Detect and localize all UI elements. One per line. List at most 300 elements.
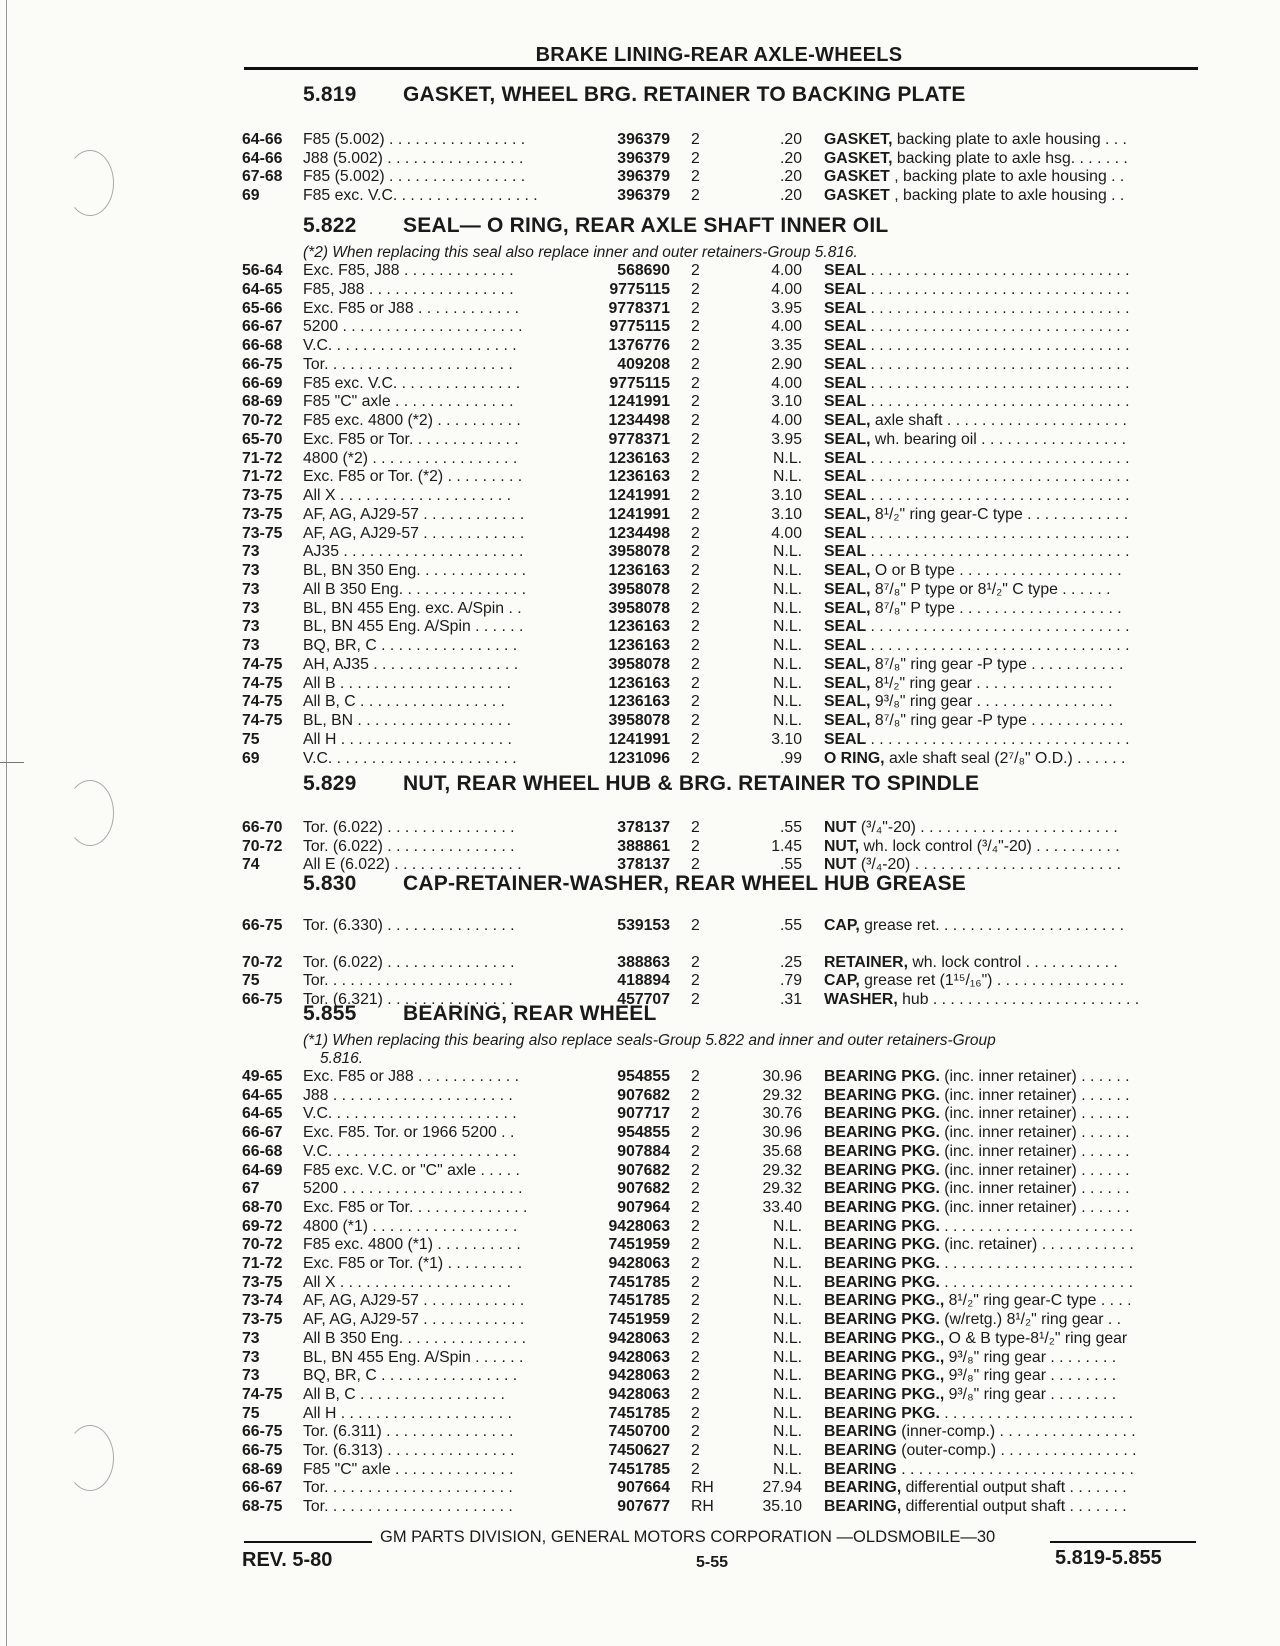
parts-row	[0, 487, 1280, 506]
description	[824, 356, 1188, 374]
description	[824, 1442, 1188, 1460]
parts-row	[0, 1479, 1280, 1498]
description-part-name: SEAL	[824, 524, 867, 542]
description	[824, 168, 1188, 186]
quantity: 2	[691, 524, 700, 542]
price: N.L.	[773, 468, 802, 486]
section-number: 5.819	[303, 83, 357, 106]
description-part-name: BEARING PKG.	[824, 1404, 940, 1422]
section-note: (*1) When replacing this bearing also replace seals-Group 5.822 and inner and outer retainers-Group	[303, 1032, 996, 1049]
parts-row	[0, 431, 1280, 450]
model-years: 73-75	[242, 524, 283, 542]
description-detail: 8⁷/₈" ring gear -P type . . . . . . . . . . .	[870, 712, 1124, 729]
quantity: 2	[691, 1442, 700, 1459]
price: 27.94	[762, 1479, 802, 1497]
part-number: 9778371	[608, 430, 670, 448]
footer-revision: REV. 5-80	[242, 1549, 333, 1571]
price: 2.90	[771, 355, 802, 373]
model-years: 75	[242, 1404, 260, 1422]
part-number: 388863	[617, 953, 670, 971]
price: N.L.	[773, 693, 802, 711]
description-detail: . . . . . . . . . . . . . . . . . . . . . . . . . . . . . .	[866, 280, 1130, 298]
quantity: 2	[691, 1105, 700, 1123]
description	[824, 675, 1188, 693]
part-number: 907682	[617, 1180, 670, 1198]
description	[824, 506, 1188, 524]
description-detail: (outer-comp.) . . . . . . . . . . . . . . . .	[896, 1442, 1137, 1459]
description-part-name: BEARING	[824, 1442, 897, 1459]
price: 4.00	[771, 412, 802, 429]
description	[824, 972, 1188, 990]
parts-row	[0, 1386, 1280, 1405]
description	[824, 1349, 1188, 1367]
description-part-name: BEARING,	[824, 1479, 902, 1497]
price: N.L.	[773, 1367, 802, 1385]
application: BQ, BR, C . . . . . . . . . . . . . . . .	[303, 637, 518, 654]
description	[824, 656, 1188, 674]
application: AH, AJ35 . . . . . . . . . . . . . . . . .	[303, 655, 519, 673]
description-part-name: SEAL,	[824, 674, 871, 692]
part-number: 1236163	[608, 637, 670, 654]
model-years: 73	[242, 580, 260, 598]
section-heading	[303, 872, 966, 896]
price: 3.10	[771, 505, 802, 523]
application: BL, BN 350 Eng. . . . . . . . . . . . .	[303, 562, 527, 579]
part-number: 1231096	[608, 749, 670, 767]
parts-row	[0, 393, 1280, 412]
price: 4.00	[771, 318, 802, 336]
description-detail: . . . . . . . . . . . . . . . . . . . . . . . . . . . . . .	[866, 730, 1130, 748]
quantity: 2	[691, 637, 700, 654]
description	[824, 487, 1188, 505]
description-detail: (inc. inner retainer) . . . . . .	[939, 1124, 1130, 1142]
application: Exc. F85 or Tor. (*2) . . . . . . . . .	[303, 468, 523, 486]
description	[824, 412, 1188, 430]
description-detail: , backing plate to axle housing . .	[889, 168, 1125, 186]
model-years: 69-72	[242, 1217, 283, 1235]
application: Tor. (6.330) . . . . . . . . . . . . . . .	[303, 917, 515, 934]
application: BL, BN 455 Eng. A/Spin . . . . . .	[303, 618, 524, 636]
application: BL, BN . . . . . . . . . . . . . . . . . .	[303, 712, 512, 729]
part-number: 1234498	[608, 524, 670, 542]
price: N.L.	[773, 1442, 802, 1459]
description-detail: (w/retg.) 8¹/₂" ring gear . .	[939, 1311, 1122, 1329]
parts-row	[0, 356, 1280, 375]
description-part-name: BEARING PKG.,	[824, 1367, 945, 1385]
parts-row	[0, 1218, 1280, 1237]
quantity: 2	[691, 1329, 700, 1347]
model-years: 73	[242, 1329, 260, 1347]
part-number: 7450700	[608, 1423, 670, 1441]
price: 30.76	[762, 1105, 802, 1123]
description	[824, 281, 1188, 299]
price: N.L.	[773, 1385, 802, 1403]
application: F85 (5.002) . . . . . . . . . . . . . . . .	[303, 168, 526, 186]
model-years: 74-75	[242, 693, 283, 711]
parts-row	[0, 1143, 1280, 1162]
model-years: 69	[242, 187, 260, 205]
price: .31	[780, 991, 802, 1009]
description-part-name: GASKET,	[824, 149, 893, 167]
parts-row	[0, 1105, 1280, 1124]
model-years: 68-69	[242, 1460, 283, 1478]
quantity: 2	[691, 580, 700, 598]
parts-row	[0, 1292, 1280, 1311]
description	[824, 917, 1188, 935]
description-part-name: CAP,	[824, 917, 860, 934]
quantity: 2	[691, 262, 700, 279]
description-part-name: RETAINER,	[824, 953, 908, 971]
price: .79	[780, 972, 802, 990]
quantity: 2	[691, 917, 700, 934]
description	[824, 1124, 1188, 1142]
price: 30.96	[762, 1068, 802, 1085]
description-part-name: SEAL	[824, 262, 867, 279]
quantity: 2	[691, 1367, 700, 1385]
parts-row	[0, 1461, 1280, 1480]
parts-row	[0, 1068, 1280, 1087]
description-detail: wh. bearing oil . . . . . . . . . . . . . . . . .	[870, 430, 1127, 448]
parts-row	[0, 1236, 1280, 1255]
model-years: 73	[242, 599, 260, 617]
section-note-continued: 5.816.	[320, 1050, 364, 1067]
price: 35.68	[762, 1142, 802, 1160]
parts-row	[0, 1255, 1280, 1274]
application: F85, J88 . . . . . . . . . . . . . . . . .	[303, 280, 514, 298]
section-note: (*2) When replacing this seal also replace inner and outer retainers-Group 5.816.	[303, 244, 858, 261]
application: Tor. (6.022) . . . . . . . . . . . . . . .	[303, 837, 515, 855]
price: 4.00	[771, 524, 802, 542]
model-years: 64-65	[242, 280, 283, 298]
description-detail: , backing plate to axle housing . .	[889, 187, 1125, 205]
description-detail: . . . . . . . . . . . . . . . . . . . . . . . . . . . . . .	[866, 487, 1130, 504]
model-years: 66-70	[242, 819, 283, 836]
application: F85 "C" axle . . . . . . . . . . . . . .	[303, 1460, 514, 1478]
quantity: 2	[691, 131, 700, 148]
description-part-name: BEARING PKG.	[824, 1273, 940, 1291]
description-part-name: BEARING PKG.,	[824, 1385, 945, 1403]
description-detail: (inc. inner retainer) . . . . . .	[939, 1142, 1130, 1160]
part-number: 396379	[617, 187, 670, 205]
part-number: 418894	[617, 972, 670, 990]
quantity: 2	[691, 1385, 700, 1403]
description-detail: 8⁷/₈" P type . . . . . . . . . . . . . . . . . . .	[870, 599, 1122, 617]
section-heading	[303, 772, 979, 796]
part-number: 9428063	[608, 1385, 670, 1403]
part-number: 9428063	[608, 1255, 670, 1272]
description-part-name: SEAL	[824, 280, 867, 298]
footer-rule-left	[244, 1541, 372, 1543]
description-detail: (inc. inner retainer) . . . . . .	[939, 1198, 1130, 1216]
parts-row	[0, 1498, 1280, 1517]
part-number: 7451959	[608, 1236, 670, 1254]
quantity: 2	[691, 730, 700, 748]
description	[824, 1087, 1188, 1105]
part-number: 907664	[617, 1479, 670, 1497]
description-part-name: SEAL,	[824, 580, 871, 598]
description-part-name: CAP,	[824, 972, 860, 990]
part-number: 3958078	[608, 655, 670, 673]
description-part-name: SEAL,	[824, 412, 871, 429]
model-years: 66-67	[242, 318, 283, 336]
part-number: 396379	[617, 149, 670, 167]
section-title: NUT, REAR WHEEL HUB & BRG. RETAINER TO SPINDLE	[403, 772, 980, 795]
description-detail: grease ret (1¹⁵/₁₆") . . . . . . . . . . . . . . .	[859, 972, 1125, 990]
section-title: CAP-RETAINER-WASHER, REAR WHEEL HUB GREASE	[403, 872, 966, 895]
price: N.L.	[773, 712, 802, 729]
price: 3.95	[771, 299, 802, 317]
description	[824, 543, 1188, 561]
description-detail: axle shaft seal (2⁷/₈" O.D.) . . . . . .	[884, 749, 1126, 767]
description-detail: 8⁷/₈" ring gear -P type . . . . . . . . . . .	[870, 655, 1124, 673]
description-detail: . . . . . . . . . . . . . . . . . . . . . . . . . . . . . .	[866, 318, 1130, 336]
part-number: 7451785	[608, 1273, 670, 1291]
description-detail: . . . . . . . . . . . . . . . . . . . . . . . . . . . . . .	[866, 262, 1130, 279]
application: AF, AG, AJ29-57 . . . . . . . . . . . .	[303, 505, 525, 523]
model-years: 70-72	[242, 953, 283, 971]
application: Tor. (6.311) . . . . . . . . . . . . . . .	[303, 1423, 514, 1441]
quantity: 2	[691, 1255, 700, 1272]
description-detail: (inc. retainer) . . . . . . . . . . .	[939, 1236, 1134, 1254]
application: All H . . . . . . . . . . . . . . . . . . . .	[303, 730, 512, 748]
application: Tor. . . . . . . . . . . . . . . . . . . . . .	[303, 972, 513, 990]
price: 29.32	[762, 1086, 802, 1104]
model-years: 66-68	[242, 1142, 283, 1160]
model-years: 73	[242, 637, 260, 654]
application: All H . . . . . . . . . . . . . . . . . . . .	[303, 1404, 512, 1422]
parts-row	[0, 1330, 1280, 1349]
model-years: 75	[242, 730, 260, 748]
description-part-name: SEAL	[824, 393, 867, 411]
description-detail: . . . . . . . . . . . . . . . . . . . . . .	[939, 1273, 1133, 1291]
description	[824, 431, 1188, 449]
price: N.L.	[773, 1404, 802, 1422]
description-part-name: BEARING PKG.	[824, 1161, 940, 1179]
parts-row	[0, 450, 1280, 469]
application: J88 . . . . . . . . . . . . . . . . . . . . .	[303, 1086, 513, 1104]
description	[824, 581, 1188, 599]
description-part-name: SEAL	[824, 374, 867, 392]
description-part-name: BEARING,	[824, 1498, 902, 1516]
application: All B, C . . . . . . . . . . . . . . . . .	[303, 693, 505, 711]
price: N.L.	[773, 1217, 802, 1235]
parts-row	[0, 1087, 1280, 1106]
description	[824, 337, 1188, 355]
quantity: 2	[691, 318, 700, 336]
description	[824, 1330, 1188, 1348]
price: N.L.	[773, 580, 802, 598]
application: All X . . . . . . . . . . . . . . . . . . . .	[303, 1273, 512, 1291]
model-years: 64-69	[242, 1161, 283, 1179]
description-detail: 8¹/₂" ring gear-C type . . . .	[944, 1292, 1132, 1310]
part-number: 9428063	[608, 1367, 670, 1385]
description	[824, 954, 1188, 972]
price: N.L.	[773, 543, 802, 561]
quantity: 2	[691, 1404, 700, 1422]
description-part-name: SEAL,	[824, 562, 871, 579]
price: 4.00	[771, 262, 802, 279]
quantity: 2	[691, 337, 700, 354]
quantity: 2	[691, 693, 700, 711]
parts-row	[0, 600, 1280, 619]
model-years: 69	[242, 749, 260, 767]
section-heading	[303, 1002, 656, 1026]
model-years: 73	[242, 543, 260, 561]
parts-row	[0, 972, 1280, 991]
description-detail: . . . . . . . . . . . . . . . . . . . . . .	[939, 1217, 1133, 1235]
parts-row	[0, 300, 1280, 319]
parts-row	[0, 1349, 1280, 1368]
description-detail: . . . . . . . . . . . . . . . . . . . . . . . . . . . . . .	[866, 637, 1130, 654]
part-number: 1236163	[608, 618, 670, 636]
description-detail: 9³/₈" ring gear . . . . . . . .	[944, 1367, 1117, 1385]
price: .55	[780, 819, 802, 836]
description-part-name: O RING,	[824, 749, 885, 767]
application: F85 exc. V.C. or "C" axle . . . . .	[303, 1161, 520, 1179]
description-part-name: SEAL	[824, 487, 867, 504]
application: Tor. (6.313) . . . . . . . . . . . . . . .	[303, 1442, 515, 1459]
description-detail: 8⁷/₈" P type or 8¹/₂" C type . . . . . .	[870, 580, 1111, 598]
description-detail: wh. lock control . . . . . . . . . . .	[907, 953, 1118, 971]
model-years: 65-66	[242, 299, 283, 317]
description-part-name: SEAL,	[824, 655, 871, 673]
parts-row	[0, 1180, 1280, 1199]
description-part-name: SEAL	[824, 355, 867, 373]
quantity: 2	[691, 449, 700, 467]
model-years: 66-67	[242, 1479, 283, 1497]
quantity: 2	[691, 674, 700, 692]
model-years: 64-65	[242, 1105, 283, 1123]
price: 3.95	[771, 430, 802, 448]
quantity: 2	[691, 187, 700, 205]
footer-publisher: GM PARTS DIVISION, GENERAL MOTORS CORPORATION —OLDSMOBILE—30	[380, 1528, 996, 1546]
price: .55	[780, 856, 802, 874]
part-number: 9778371	[608, 299, 670, 317]
quantity: 2	[691, 1068, 700, 1085]
model-years: 67	[242, 1180, 260, 1198]
price: .55	[780, 917, 802, 934]
section-number: 5.855	[303, 1002, 357, 1025]
description-part-name: BEARING PKG.	[824, 1124, 940, 1142]
quantity: 2	[691, 1161, 700, 1179]
description-part-name: SEAL,	[824, 430, 871, 448]
model-years: 66-67	[242, 1124, 283, 1142]
quantity: 2	[691, 837, 700, 855]
model-years: 73-75	[242, 487, 283, 504]
description-part-name: BEARING PKG.,	[824, 1329, 945, 1347]
parts-row	[0, 1162, 1280, 1181]
parts-row	[0, 1405, 1280, 1424]
description-detail: . . . . . . . . . . . . . . . . . . . . . . . . . . .	[896, 1460, 1134, 1478]
part-number: 1236163	[608, 674, 670, 692]
description	[824, 618, 1188, 636]
section-title: GASKET, WHEEL BRG. RETAINER TO BACKING PLATE	[403, 83, 966, 106]
application: Exc. F85 or Tor. . . . . . . . . . . . .	[303, 430, 519, 448]
parts-row	[0, 1311, 1280, 1330]
price: N.L.	[773, 1460, 802, 1478]
description-detail: (inc. inner retainer) . . . . . .	[939, 1068, 1130, 1085]
description-detail: . . . . . . . . . . . . . . . . . . . . . . . . . . . . . .	[866, 337, 1130, 354]
description-part-name: SEAL	[824, 618, 867, 636]
price: N.L.	[773, 1255, 802, 1272]
parts-row	[0, 675, 1280, 694]
quantity: 2	[691, 599, 700, 617]
quantity: 2	[691, 430, 700, 448]
description-detail: 8¹/₂" ring gear-C type . . . . . . . . . . . .	[870, 505, 1129, 523]
model-years: 73	[242, 618, 260, 636]
model-years: 73-75	[242, 505, 283, 523]
description-part-name: SEAL	[824, 299, 867, 317]
part-number: 907682	[617, 1161, 670, 1179]
price: 30.96	[762, 1124, 802, 1142]
model-years: 56-64	[242, 262, 283, 279]
part-number: 396379	[617, 131, 670, 148]
description	[824, 450, 1188, 468]
price: .20	[780, 187, 802, 205]
description-part-name: BEARING PKG.,	[824, 1292, 945, 1310]
description-detail: . . . . . . . . . . . . . . . . . . . . . . . . . . . . . .	[866, 393, 1130, 411]
application: V.C. . . . . . . . . . . . . . . . . . . . . .	[303, 337, 517, 354]
part-number: 9428063	[608, 1329, 670, 1347]
application: All B 350 Eng. . . . . . . . . . . . . . .	[303, 1329, 527, 1347]
price: .20	[780, 168, 802, 186]
part-number: 907677	[617, 1498, 670, 1516]
part-number: 1241991	[608, 730, 670, 748]
parts-row	[0, 917, 1280, 936]
quantity: 2	[691, 355, 700, 373]
parts-row	[0, 819, 1280, 838]
section-number: 5.830	[303, 872, 357, 895]
description	[824, 1255, 1188, 1273]
price: 3.10	[771, 393, 802, 411]
application: Exc. F85 or Tor. . . . . . . . . . . . . .	[303, 1198, 528, 1216]
description-detail: . . . . . . . . . . . . . . . . . . . . . . . . . . . . . .	[866, 449, 1130, 467]
part-number: 396379	[617, 168, 670, 186]
part-number: 7451785	[608, 1460, 670, 1478]
description	[824, 600, 1188, 618]
price: N.L.	[773, 1329, 802, 1347]
part-number: 907964	[617, 1198, 670, 1216]
part-number: 3958078	[608, 543, 670, 561]
description	[824, 562, 1188, 580]
price: 3.35	[771, 337, 802, 354]
part-number: 1236163	[608, 693, 670, 711]
model-years: 73-75	[242, 1311, 283, 1329]
description-part-name: SEAL	[824, 730, 867, 748]
application: BL, BN 455 Eng. exc. A/Spin . .	[303, 599, 522, 617]
model-years: 64-65	[242, 1086, 283, 1104]
description-part-name: SEAL	[824, 318, 867, 336]
description-detail: (inc. inner retainer) . . . . . .	[939, 1105, 1130, 1123]
application: Exc. F85 or J88 . . . . . . . . . . . .	[303, 299, 519, 317]
parts-row	[0, 337, 1280, 356]
description-detail: (inc. inner retainer) . . . . . .	[939, 1161, 1130, 1179]
model-years: 71-72	[242, 449, 283, 467]
description	[824, 318, 1188, 336]
quantity: 2	[691, 468, 700, 486]
model-years: 70-72	[242, 837, 283, 855]
price: N.L.	[773, 562, 802, 579]
application: All E (6.022) . . . . . . . . . . . . . . .	[303, 856, 522, 874]
description	[824, 750, 1188, 768]
model-years: 66-75	[242, 1423, 283, 1441]
parts-row	[0, 731, 1280, 750]
part-number: 7451785	[608, 1292, 670, 1310]
model-years: 66-69	[242, 374, 283, 392]
footer-rule-right	[1050, 1541, 1196, 1543]
description	[824, 393, 1188, 411]
parts-row	[0, 168, 1280, 187]
